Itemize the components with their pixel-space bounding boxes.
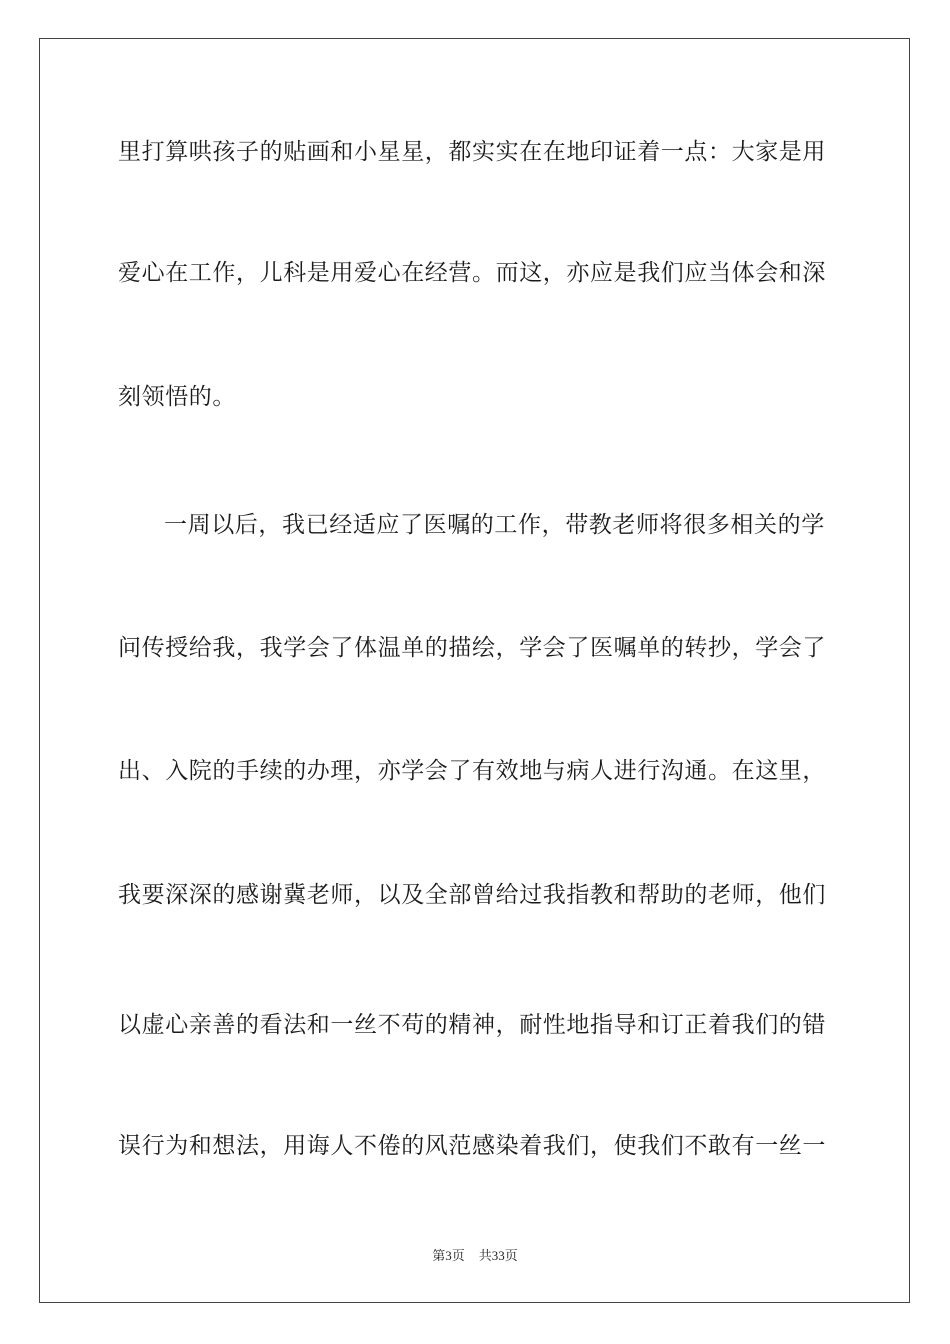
paragraph-first-line: 一周以后，我已经适应了医嘱的工作，带教老师将很多相关的学 [164,512,825,538]
page-total: 共33页 [478,1248,518,1263]
text-line: 里打算哄孩子的贴画和小星星，都实实在在地印证着一点：大家是用 [118,139,826,165]
text-line: 误行为和想法，用诲人不倦的风范感染着我们，使我们不敢有一丝一 [118,1133,826,1159]
text-line: 以虚心亲善的看法和一丝不苟的精神，耐性地指导和订正着我们的错 [118,1012,826,1038]
text-line: 爱心在工作，儿科是用爱心在经营。而这，亦应是我们应当体会和深 [118,260,826,286]
text-line: 刻领悟的。 [118,384,236,410]
text-line: 我要深深的感谢冀老师，以及全部曾给过我指教和帮助的老师，他们 [118,882,826,908]
page-number: 第3页 [432,1248,465,1263]
page-footer [0,1247,950,1265]
page-border [39,38,910,1303]
text-line: 问传授给我，我学会了体温单的描绘，学会了医嘱单的转抄，学会了 [118,635,826,661]
text-line: 出、入院的手续的办理，亦学会了有效地与病人进行沟通。在这里， [118,758,826,784]
